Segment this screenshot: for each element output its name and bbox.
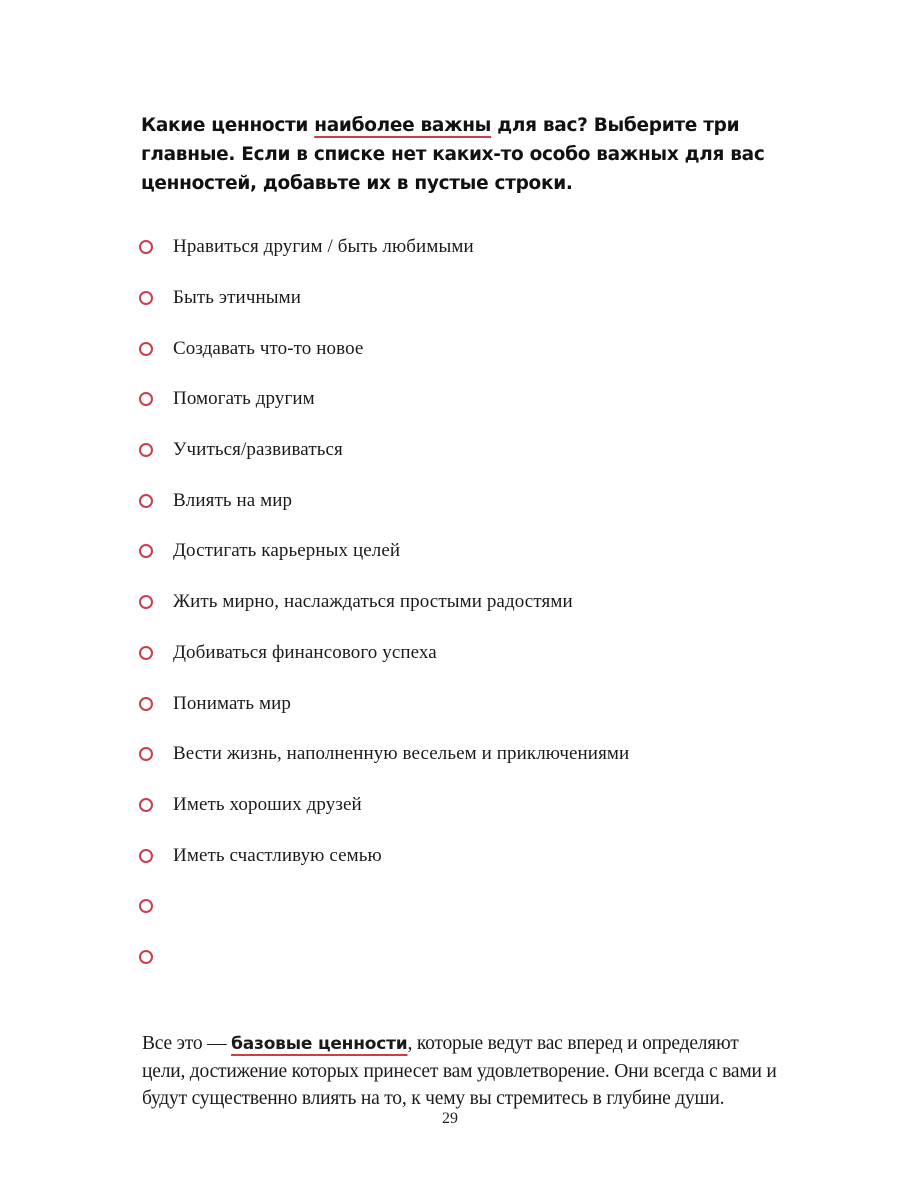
checklist-item[interactable] bbox=[139, 323, 629, 374]
checklist-item-label: Нравиться другим / быть любимыми bbox=[173, 236, 474, 258]
circle-checkbox-icon[interactable] bbox=[139, 291, 153, 305]
circle-checkbox-icon[interactable] bbox=[139, 443, 153, 457]
circle-checkbox-icon[interactable] bbox=[139, 899, 153, 913]
checklist-item-label: Влиять на мир bbox=[173, 489, 293, 511]
circle-checkbox-icon[interactable] bbox=[139, 646, 153, 660]
values-checklist bbox=[139, 222, 629, 982]
checklist-item-label: Вести жизнь, наполненную весельем и приключениями bbox=[173, 743, 630, 765]
checklist-item-label: Понимать мир bbox=[173, 692, 292, 714]
page-number: 29 bbox=[442, 1110, 458, 1127]
checklist-item[interactable] bbox=[139, 374, 629, 425]
checklist-item-label: Помогать другим bbox=[173, 388, 315, 410]
checklist-item[interactable] bbox=[139, 628, 629, 679]
checklist-item-label: Создавать что-то новое bbox=[173, 337, 364, 359]
checklist-item-label: Достигать карьерных целей bbox=[173, 540, 401, 562]
checklist-item-blank[interactable] bbox=[139, 932, 629, 983]
circle-checkbox-icon[interactable] bbox=[139, 950, 153, 964]
question-heading bbox=[141, 111, 781, 198]
checklist-item[interactable] bbox=[139, 678, 629, 729]
circle-checkbox-icon[interactable] bbox=[139, 849, 153, 863]
checklist-item-label: Учиться/развиваться bbox=[173, 439, 343, 461]
checklist-item[interactable] bbox=[139, 526, 629, 577]
question-text-end: для вас? Выберите три главные. Если в списке нет каких-то особо важных для вас ценностей, добавьте их в пустые строки. bbox=[141, 115, 765, 194]
circle-checkbox-icon[interactable] bbox=[139, 747, 153, 761]
circle-checkbox-icon[interactable] bbox=[139, 544, 153, 558]
question-highlight: наиболее важны bbox=[314, 115, 492, 136]
summary-paragraph bbox=[142, 1030, 782, 1112]
checklist-item-label: Быть этичными bbox=[173, 287, 302, 309]
checklist-item-label: Добиваться финансового успеха bbox=[173, 641, 437, 663]
circle-checkbox-icon[interactable] bbox=[139, 494, 153, 508]
checklist-item-blank[interactable] bbox=[139, 881, 629, 932]
checklist-item-label: Иметь хороших друзей bbox=[173, 793, 362, 815]
checklist-item[interactable] bbox=[139, 780, 629, 831]
checklist-item[interactable] bbox=[139, 830, 629, 881]
checklist-item[interactable] bbox=[139, 425, 629, 476]
checklist-item-label: Иметь счастливую семью bbox=[173, 844, 382, 866]
circle-checkbox-icon[interactable] bbox=[139, 697, 153, 711]
circle-checkbox-icon[interactable] bbox=[139, 392, 153, 406]
summary-text-start: Все это — bbox=[142, 1032, 232, 1054]
checklist-item[interactable] bbox=[139, 273, 629, 324]
circle-checkbox-icon[interactable] bbox=[139, 342, 153, 356]
checklist-item[interactable] bbox=[139, 222, 629, 273]
circle-checkbox-icon[interactable] bbox=[139, 240, 153, 254]
checklist-item-label: Жить мирно, наслаждаться простыми радостями bbox=[173, 591, 573, 613]
checklist-item[interactable] bbox=[139, 729, 629, 780]
summary-key-term: базовые ценности bbox=[231, 1033, 408, 1054]
checklist-item[interactable] bbox=[139, 475, 629, 526]
circle-checkbox-icon[interactable] bbox=[139, 595, 153, 609]
summary-text-end: , которые ведут вас вперед и определяют цели, достижение которых принесет вам удовлетворение. Они всегда с вами и будут существенно влиять на то, к чему вы стремитесь в глубине души. bbox=[142, 1032, 777, 1109]
circle-checkbox-icon[interactable] bbox=[139, 798, 153, 812]
question-text-start: Какие ценности bbox=[141, 115, 315, 136]
checklist-item[interactable] bbox=[139, 577, 629, 628]
